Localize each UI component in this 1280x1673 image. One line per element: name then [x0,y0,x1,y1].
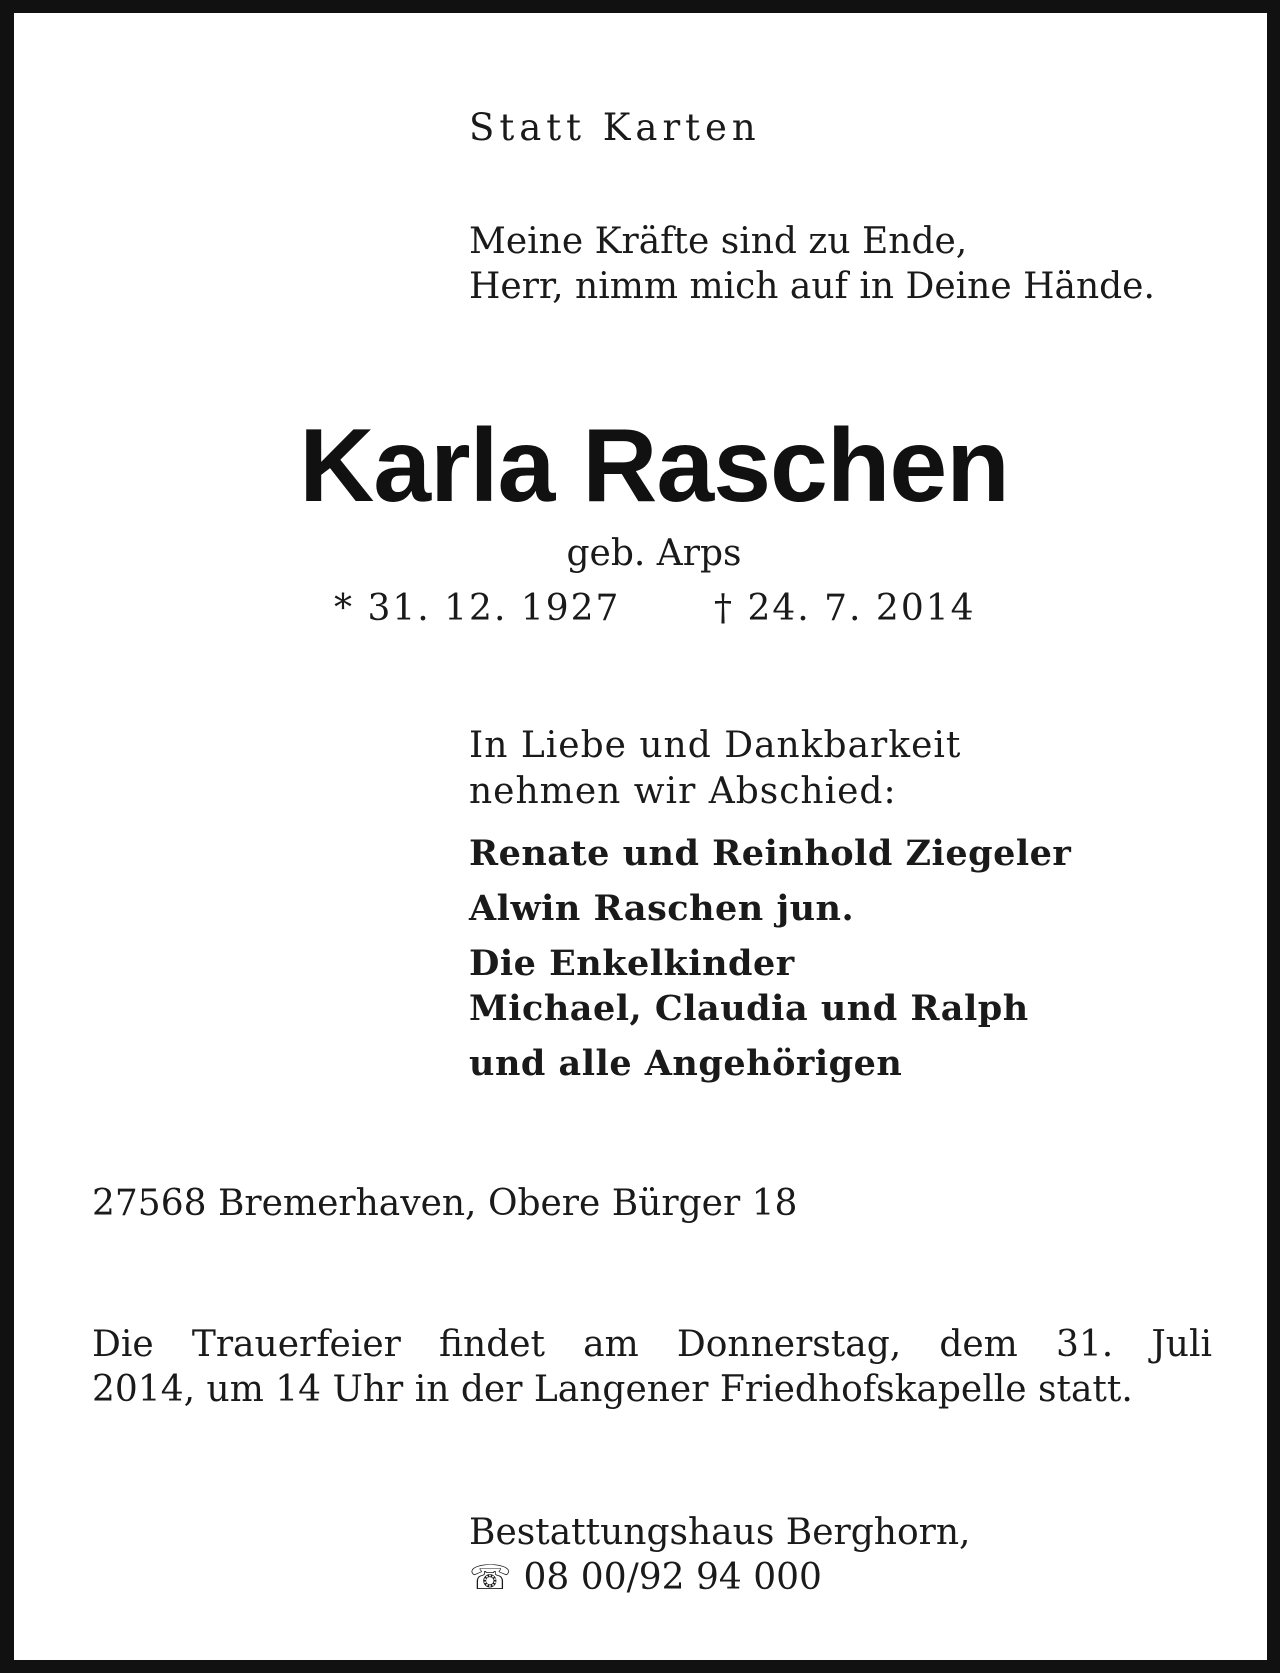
mourner-entry: Alwin Raschen jun. [469,888,855,929]
motto-line: Herr, nimm mich auf in Deine Hände. [469,266,1155,307]
birth-date: * 31. 12. 1927 [334,588,621,629]
mourner-entry: Renate und Reinhold Ziegeler [469,833,1072,874]
mourner-entry: und alle Angehörigen [469,1043,903,1084]
funeral-home-block [469,1510,970,1601]
motto-verse [469,219,1155,309]
mourner-entry: Michael, Claudia und Ralph [469,988,1029,1029]
mourners-list [469,831,1071,1086]
header-statt-karten: Statt Karten [469,106,761,149]
farewell-intro-line: nehmen wir Abschied: [469,771,897,812]
ceremony-info [92,1322,1212,1412]
phone-number: 08 00/92 94 000 [523,1557,822,1598]
ceremony-line: Die Trauerfeier findet am Donnerstag, dem 31. Juli [92,1324,1212,1365]
farewell-intro [469,723,961,815]
address: 27568 Bremerhaven, Obere Bürger 18 [92,1183,798,1224]
motto-line: Meine Kräfte sind zu Ende, [469,221,968,262]
funeral-home-name: Bestattungshaus Berghorn, [469,1512,971,1553]
death-date: † 24. 7. 2014 [714,588,976,629]
telephone-icon: ☏ [469,1558,512,1598]
maiden-name: geb. Arps [566,533,742,574]
deceased-name: Karla Raschen [299,408,1009,524]
mourner-entry: Die Enkelkinder [469,943,795,984]
farewell-intro-line: In Liebe und Dankbarkeit [469,725,962,766]
phone-line [469,1555,970,1601]
ceremony-line: 2014, um 14 Uhr in der Langener Friedhofskapelle statt. [92,1369,1133,1410]
